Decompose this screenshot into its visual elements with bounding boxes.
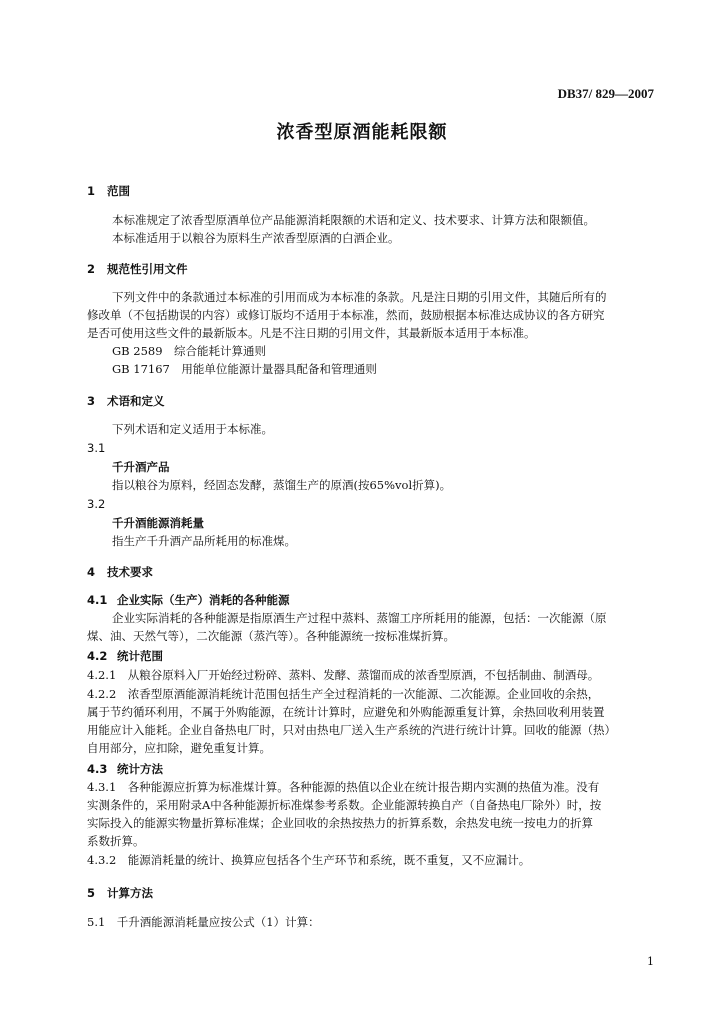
document-title: 浓香型原酒能耗限额 bbox=[276, 122, 448, 143]
section-number: 5 bbox=[87, 886, 96, 900]
section-3-heading bbox=[87, 394, 165, 408]
subsection-number: 4.3 bbox=[87, 762, 108, 776]
section-2-heading bbox=[87, 262, 188, 276]
term-number: 3.2 bbox=[87, 497, 106, 511]
section-number: 1 bbox=[87, 184, 96, 198]
section-number: 3 bbox=[87, 394, 96, 408]
paragraph-line: 企业实际消耗的各种能源是指原酒生产过程中蒸料、蒸馏工序所耗用的能源，包括：一次能源（原 bbox=[112, 611, 607, 625]
clause-4-3-2: 4.3.2 能源消耗量的统计、换算应包括各个生产环节和系统，既不重复，又不应漏计。 bbox=[87, 853, 531, 867]
paragraph-line: 煤、油、天然气等），二次能源（蒸汽等）。各种能源统一按标准煤折算。 bbox=[87, 629, 455, 643]
reference-item: GB 2589 综合能耗计算通则 bbox=[112, 344, 267, 358]
section-1-heading bbox=[87, 184, 130, 198]
section-title: 技术要求 bbox=[107, 565, 153, 579]
paragraph-line: 自用部分，应扣除，避免重复计算。 bbox=[87, 741, 271, 755]
reference-item: GB 17167 用能单位能源计量器具配备和管理通则 bbox=[112, 362, 377, 376]
page-number: 1 bbox=[647, 955, 654, 968]
standard-number: DB37/ 829—2007 bbox=[557, 86, 654, 101]
subsection-heading bbox=[87, 762, 163, 776]
paragraph-line: 系数折算。 bbox=[87, 834, 145, 848]
subsection-number: 4.1 bbox=[87, 593, 108, 607]
term-number: 3.1 bbox=[87, 441, 106, 455]
section-title: 范围 bbox=[107, 184, 130, 198]
subsection-heading bbox=[87, 593, 290, 607]
subsection-title: 统计方法 bbox=[117, 762, 163, 776]
section-number: 4 bbox=[87, 565, 96, 579]
paragraph: 下列术语和定义适用于本标准。 bbox=[112, 422, 273, 436]
section-title: 术语和定义 bbox=[107, 394, 165, 408]
section-title: 计算方法 bbox=[107, 886, 153, 900]
section-title: 规范性引用文件 bbox=[107, 262, 188, 276]
paragraph-line: 属于节约循环利用，不属于外购能源，在统计计算时，应避免和外购能源重复计算，余热回收利用装置 bbox=[87, 705, 605, 719]
paragraph: 本标准适用于以粮谷为原料生产浓香型原酒的白酒企业。 bbox=[112, 231, 400, 245]
paragraph-line: 下列文件中的条款通过本标准的引用而成为本标准的条款。凡是注日期的引用文件，其随后所有的 bbox=[112, 290, 607, 304]
subsection-title: 统计范围 bbox=[117, 649, 163, 663]
paragraph-line: 用能应计入能耗。企业自备热电厂时，只对由热电厂送入生产系统的汽进行统计计算。回收的能源（热） bbox=[87, 723, 616, 737]
section-5-heading bbox=[87, 886, 153, 900]
subsection-number: 4.2 bbox=[87, 649, 108, 663]
clause-5-1: 5.1 千升酒能源消耗量应按公式（1）计算： bbox=[87, 915, 320, 929]
paragraph-line: 4.3.1 各种能源应折算为标准煤计算。各种能源的热值以企业在统计报告期内实测的热值为准。没有 bbox=[87, 780, 600, 794]
clause-4-2-1: 4.2.1 从粮谷原料入厂开始经过粉碎、蒸料、发酵、蒸馏而成的浓香型原酒，不包括制曲、制酒母。 bbox=[87, 668, 600, 682]
term-name: 千升酒产品 bbox=[112, 460, 170, 474]
paragraph-line: 实际投入的能源实物量折算标准煤；企业回收的余热按热力的折算系数，余热发电统一按电力的折算 bbox=[87, 816, 593, 830]
paragraph-line: 实测条件的，采用附录A中各种能源折标准煤参考系数。企业能源转换自产（自备热电厂除外）时，按 bbox=[87, 798, 602, 812]
term-name: 千升酒能源消耗量 bbox=[112, 516, 204, 530]
term-definition: 指以粮谷为原料，经固态发酵，蒸馏生产的原酒(按65%vol折算)。 bbox=[112, 478, 452, 492]
paragraph-line: 4.2.2 浓香型原酒能源消耗统计范围包括生产全过程消耗的一次能源、二次能源。企业回收的余热， bbox=[87, 687, 600, 701]
paragraph: 本标准规定了浓香型原酒单位产品能源消耗限额的术语和定义、技术要求、计算方法和限额值。 bbox=[112, 213, 595, 227]
section-number: 2 bbox=[87, 262, 96, 276]
subsection-heading bbox=[87, 649, 163, 663]
subsection-title: 企业实际（生产）消耗的各种能源 bbox=[117, 593, 290, 607]
paragraph-line: 修改单（不包括勘误的内容）或修订版均不适用于本标准，然而，鼓励根据本标准达成协议的各方研究 bbox=[87, 308, 605, 322]
term-definition: 指生产千升酒产品所耗用的标准煤。 bbox=[112, 534, 296, 548]
paragraph-line: 是否可使用这些文件的最新版本。凡是不注日期的引用文件，其最新版本适用于本标准。 bbox=[87, 326, 536, 340]
section-4-heading bbox=[87, 565, 153, 579]
